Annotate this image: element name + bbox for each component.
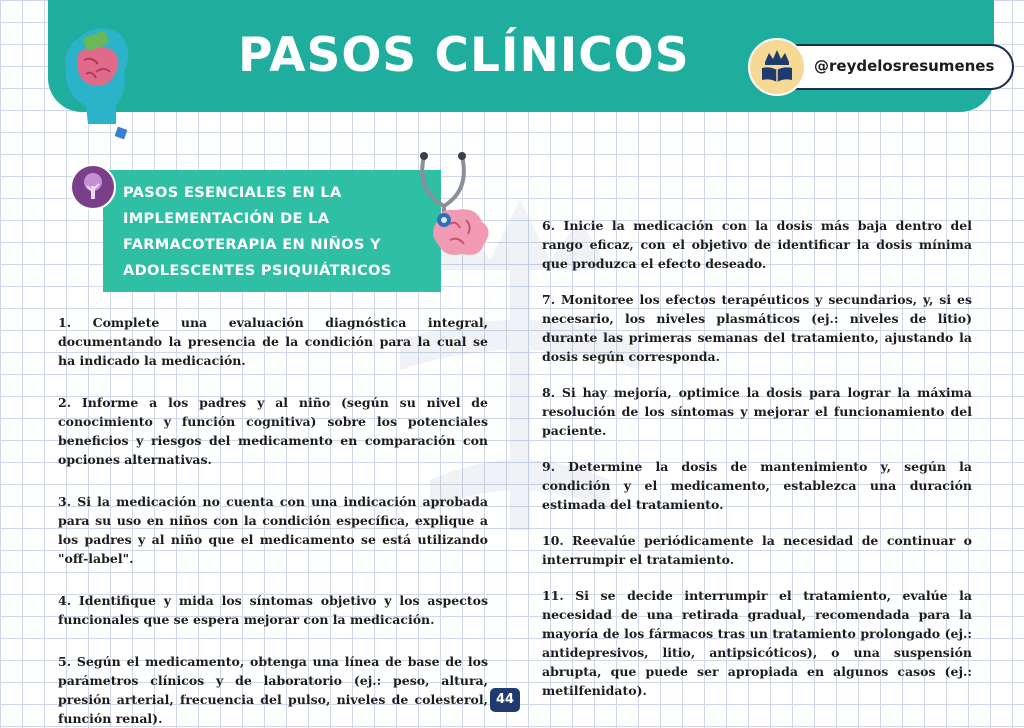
step-item: 8. Si hay mejoría, optimice la dosis para lograr la máxima resolución de los síntomas y mejorar el funcionamiento del paciente. bbox=[542, 385, 972, 438]
page-title: PASOS CLÍNICOS bbox=[238, 28, 690, 83]
brain-head-icon bbox=[58, 20, 138, 140]
section-title-box bbox=[103, 170, 441, 292]
step-item: 9. Determine la dosis de mantenimiento y, según la condición y el medicamento, establezca una duración estimada del tratamiento. bbox=[542, 459, 972, 512]
step-item: 6. Inicie la medicación con la dosis más baja dentro del rango eficaz, con el objetivo de identificar la dosis mínima que produzca el efecto deseado. bbox=[542, 218, 972, 271]
step-item: 1. Complete una evaluación diagnóstica integral, documentando la presencia de la condición para la cual se ha indicado la medicación. bbox=[58, 315, 488, 368]
section-title-line: ADOLESCENTES PSIQUIÁTRICOS bbox=[123, 262, 392, 279]
steps-right-column bbox=[542, 216, 972, 700]
section-title-line: IMPLEMENTACIÓN DE LA bbox=[123, 210, 330, 227]
crown-book-logo-icon bbox=[748, 38, 806, 96]
step-item: 4. Identifique y mida los síntomas objetivo y los aspectos funcionales que se espera mejorar con la medicación. bbox=[58, 593, 488, 627]
stethoscope-brain-icon bbox=[410, 150, 500, 260]
step-item: 10. Reevalúe periódicamente la necesidad de continuar o interrumpir el tratamiento. bbox=[542, 533, 972, 567]
steps-left-column bbox=[58, 313, 488, 728]
section-title-line: PASOS ESENCIALES EN LA bbox=[123, 184, 342, 201]
header-bar bbox=[48, 0, 994, 112]
social-handle: @reydelosresumenes bbox=[814, 57, 995, 75]
section-title-line: FARMACOTERAPIA EN NIÑOS Y bbox=[123, 236, 381, 253]
step-item: 2. Informe a los padres y al niño (según su nivel de conocimiento y función cognitiva) sobre los potenciales beneficios y riesgos del medicamento en comparación con opciones alternativas. bbox=[58, 395, 488, 467]
step-item: 7. Monitoree los efectos terapéuticos y secundarios, y, si es necesario, los niveles plasmáticos (ej.: niveles de litio) durante las primeras semanas del tratamiento, ajustando la dosis según corresponda. bbox=[542, 292, 972, 364]
social-handle-badge[interactable] bbox=[776, 44, 1014, 90]
step-item: 3. Si la medicación no cuenta con una indicación aprobada para su uso en niños con la condición específica, explique a los padres y al niño que el medicamento se está utilizando "off-label". bbox=[58, 494, 488, 566]
tree-icon bbox=[70, 164, 116, 210]
step-item: 5. Según el medicamento, obtenga una línea de base de los parámetros clínicos y de laboratorio (ej.: peso, altura, presión arterial, frecuencia del pulso, niveles de colesterol, función renal). bbox=[58, 654, 488, 726]
page-number: 44 bbox=[490, 688, 520, 712]
step-item: 11. Si se decide interrumpir el tratamiento, evalúe la necesidad de una retirada gradual, recomendada para la mayoría de los fármacos tras un tratamiento prolongado (ej.: antidepresivos, litio, antipsicóticos), o una suspensión abrupta, que puede ser apropiada en algunos casos (ej.: metilfenidato). bbox=[542, 588, 972, 698]
